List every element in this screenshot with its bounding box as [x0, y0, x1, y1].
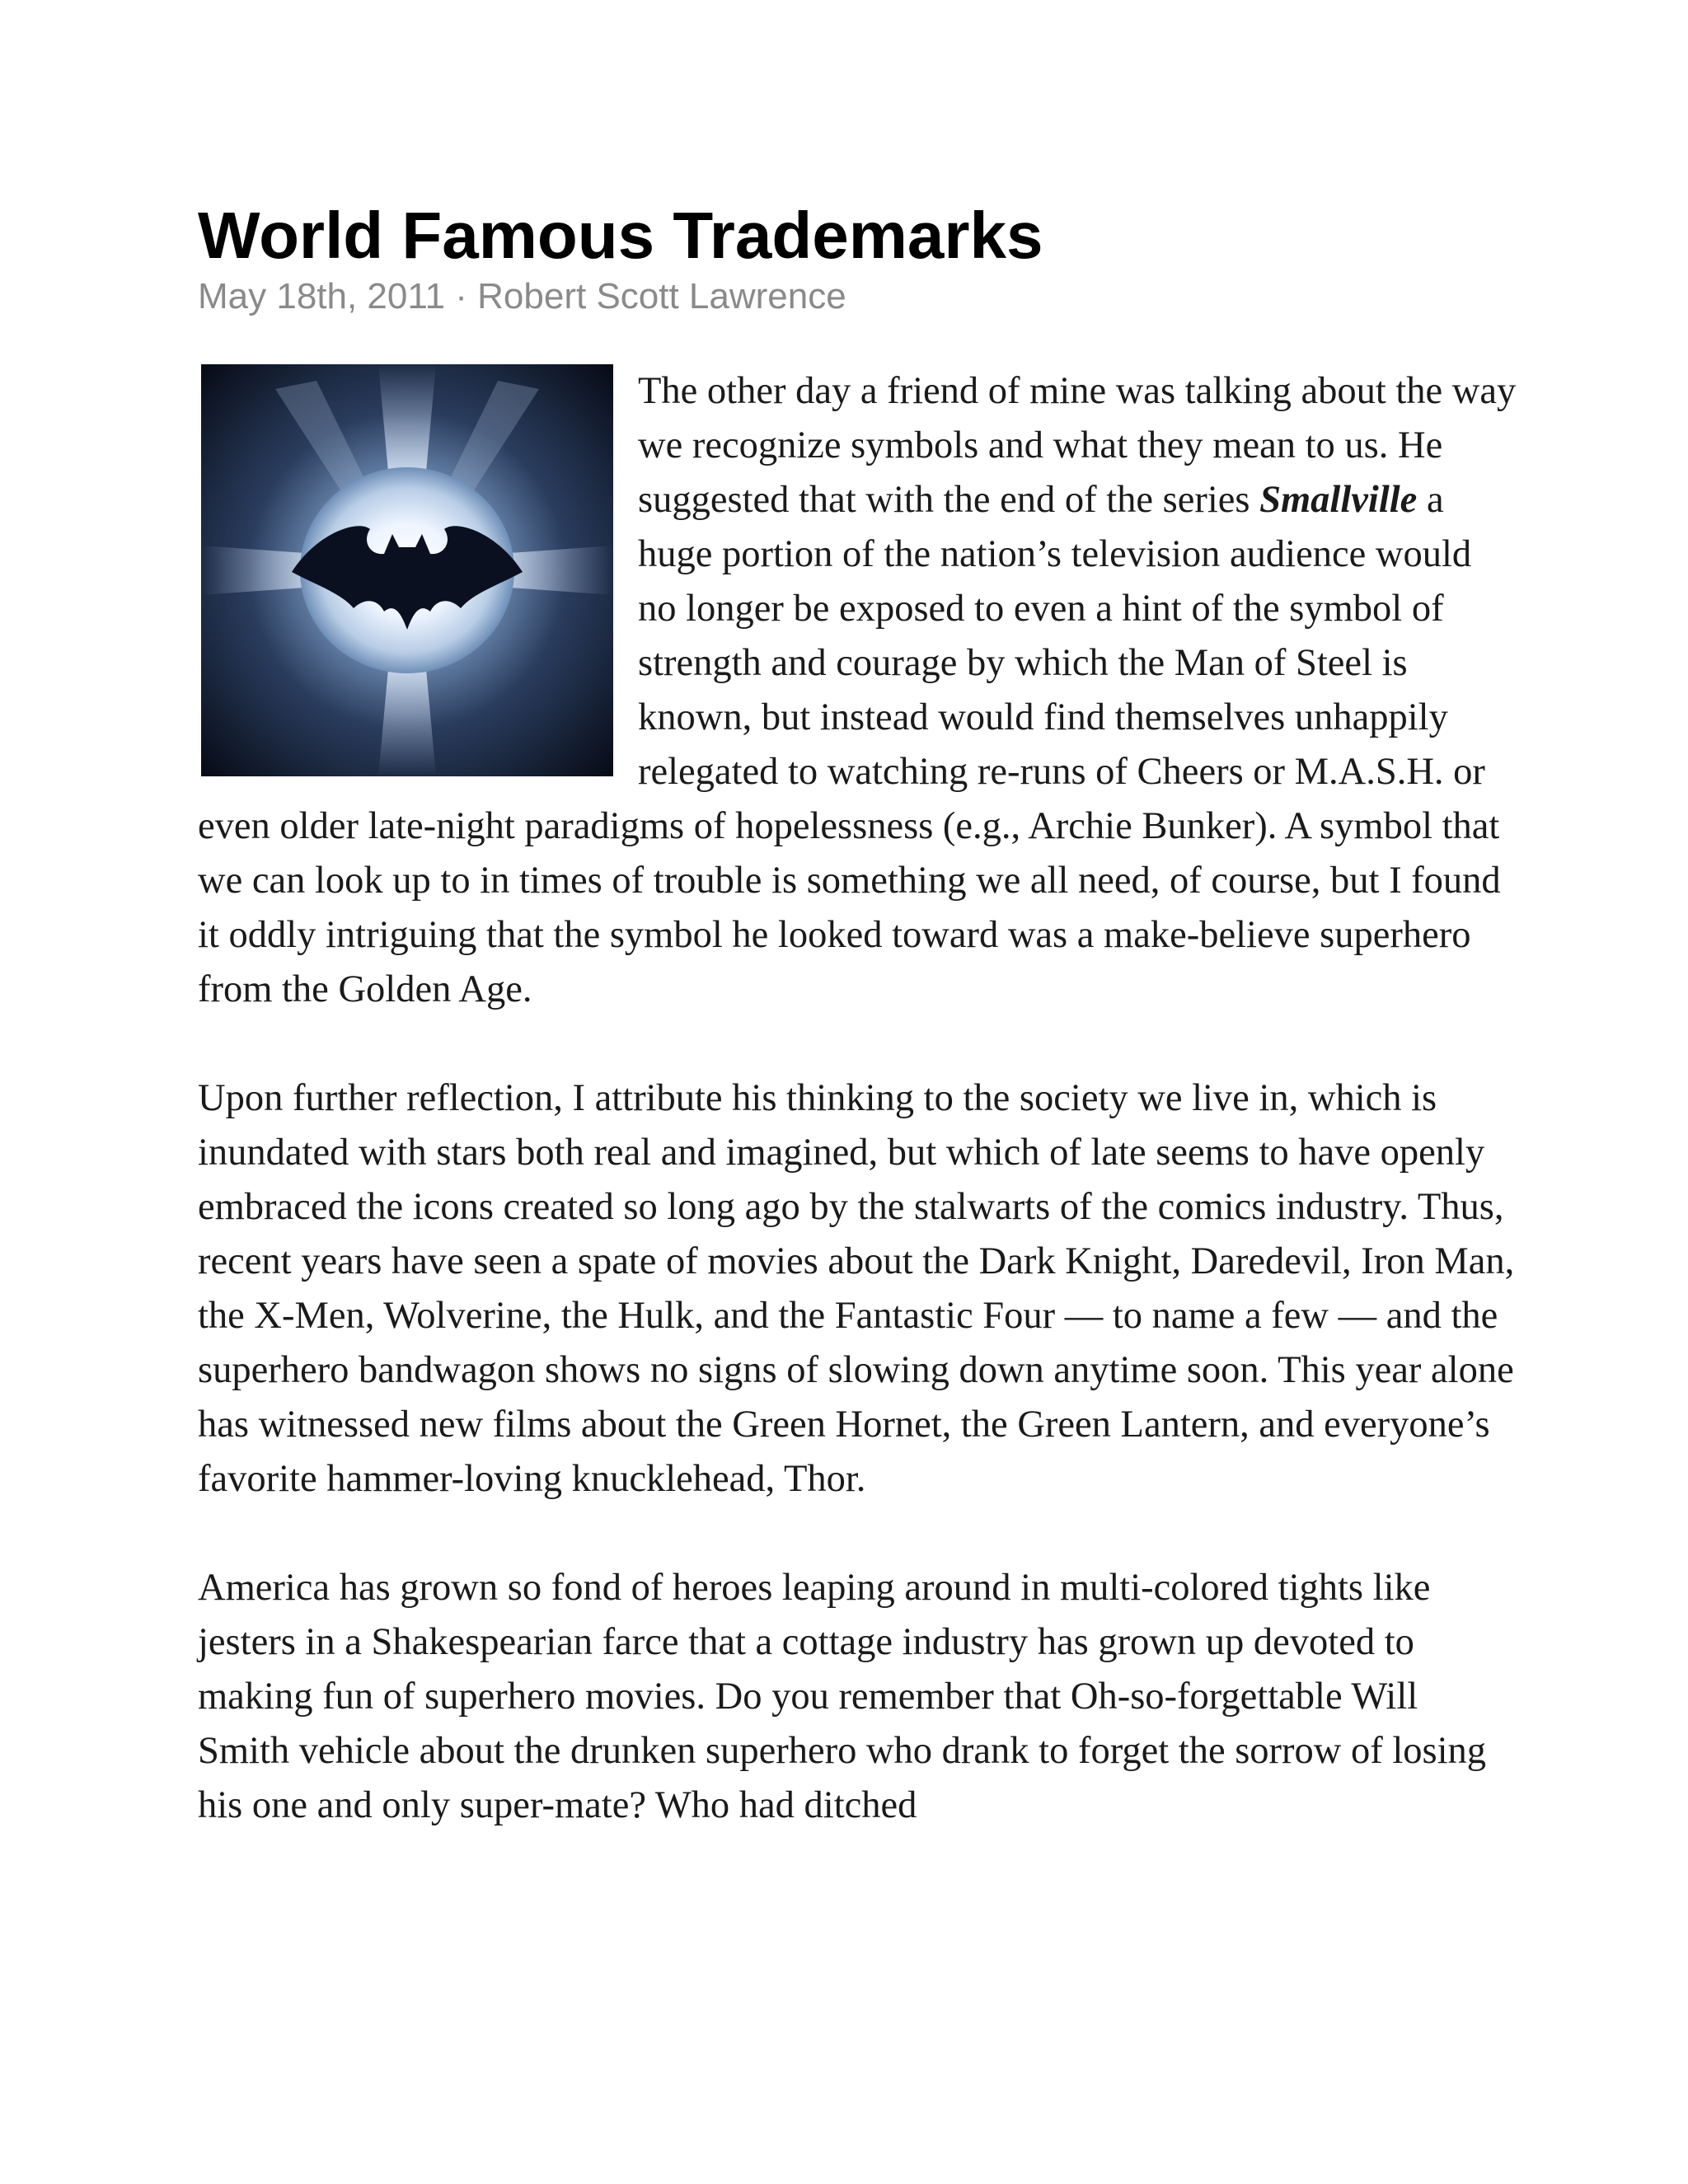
paragraph-2: Upon further reflection, I attribute his thinking to the society we live in, which is inundated with stars both real and imagined, but which of late seems to have openly embraced the icons created so long ago by the stalwarts of the comics industry. Thus, recent years have seen a spate of movies about the Dark Knight, Daredevil, Iron Man, the X-Men, Wolverine, the Hulk, and the Fantastic Four — to name a few — and the superhero bandwagon shows no signs of slowing down anytime soon. This year alone has witnessed new films about the Green Hornet, the Green Lantern, and everyone’s favorite hammer-loving knucklehead, Thor.: [198, 1077, 1515, 1500]
bat-signal-image: [201, 364, 613, 776]
article: [198, 198, 1517, 1887]
bat-symbol-icon: [201, 364, 613, 776]
article-title: World Famous Trademarks: [198, 199, 1043, 272]
paragraph-3: America has grown so fond of heroes leaping around in multi-colored tights like jesters in a Shakespearian farce that a cottage industry has grown up devoted to making fun of superhero movies. Do you remember that Oh-so-forgettable Will Smith vehicle about the drunken superhero who drank to forget the sorrow of losing his one and only super-mate? Who had ditched: [198, 1567, 1487, 1826]
paragraph-1-text-after: a huge portion of the nation’s television audience would no longer be exposed to even a hint of the symbol of strength and courage by which the Man of Steel is known, but instead would find themselves unhappily relegated to watching re-runs of Cheers or M.A.S.H. or even older late-night paradigms of hopelessness (e.g., Archie Bunker). A symbol that we can look up to in times of trouble is something we all need, of course, but I found it oddly intriguing that the symbol he looked toward was a make-believe superhero from the Golden Age.: [198, 479, 1501, 1010]
smallville-title: Smallville: [1259, 479, 1418, 521]
article-byline: May 18th, 2011 · Robert Scott Lawrence: [198, 276, 846, 316]
article-body: [198, 364, 1517, 1833]
paragraph-1-text-before: The other day a friend of mine was talking about the way we recognize symbols and what they mean to us. He suggested that with the end of the series: [638, 370, 1517, 521]
